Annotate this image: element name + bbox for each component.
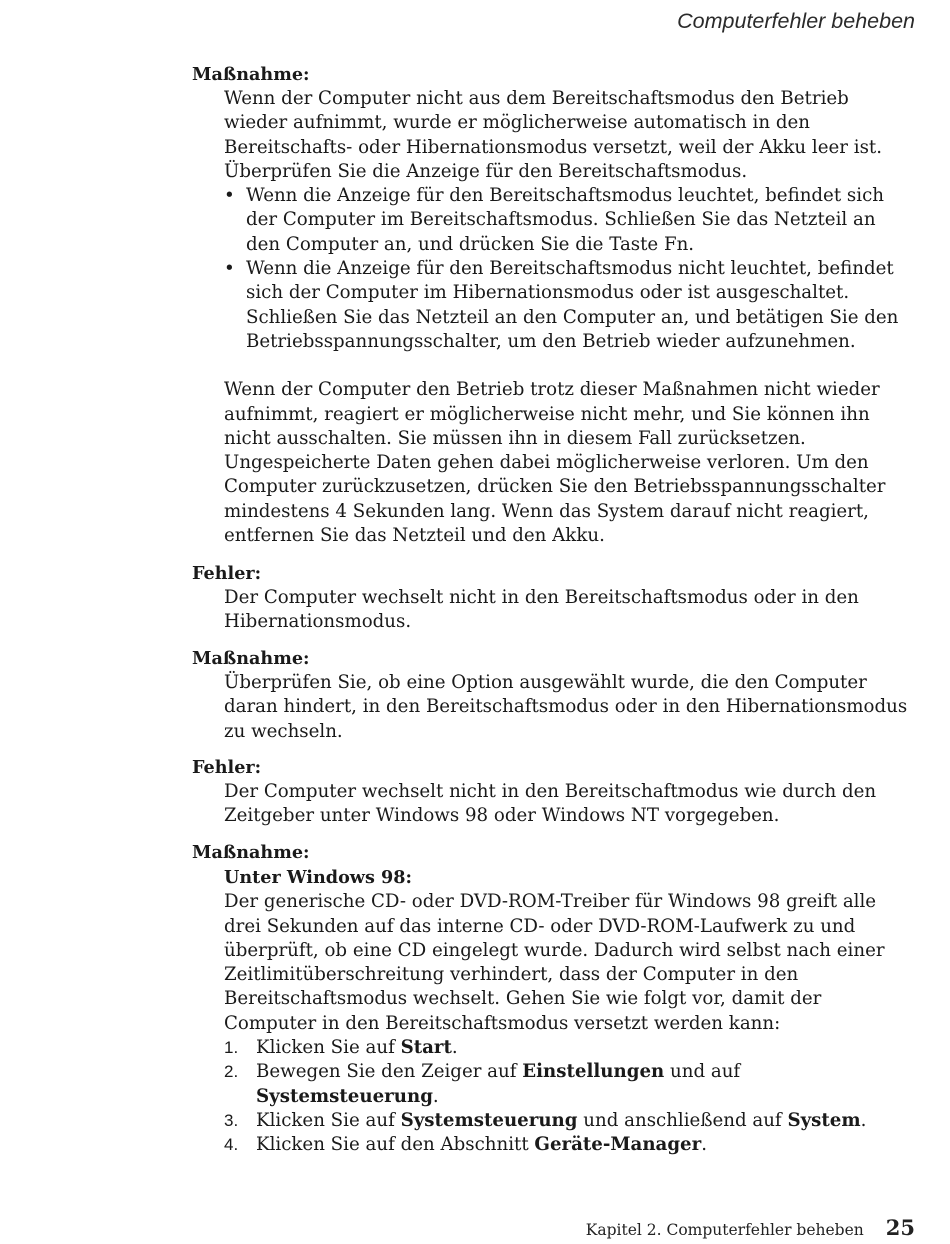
massnahme-label-1: Maßnahme: [192,64,310,85]
step-text: . [701,1134,708,1156]
paragraph: Der generische CD- oder DVD-ROM-Treiber für Windows 98 greift alle drei Sekunden auf das interne CD- oder DVD-ROM-Laufwerk zu und überprüft, ob eine CD eingelegt wurde. Dadurch wird selbst nach einer Zeitlimitüberschreitung verhindert, dass der Computer in den Bereitschaftsmodus wechselt. Gehen Sie wie folgt vor, damit der Computer in den Bereitschaftsmodus versetzt werden kann: [224,891,885,1034]
list-item [224,184,914,257]
step-text: und anschließend auf [577,1109,788,1131]
step-text: Klicken Sie auf [256,1109,401,1131]
list-item [224,1109,914,1133]
footer-text: Kapitel 2. Computerfehler beheben [585,1221,864,1239]
massnahme-block-2 [224,671,914,744]
paragraph: Der Computer wechselt nicht in den Bereitschaftmodus wie durch den Zeitgeber unter Windows 98 oder Windows NT vorgegeben. [224,781,877,827]
step-text: . [860,1109,867,1131]
step-number: 4. [224,1135,239,1155]
step-number: 1. [224,1038,239,1058]
step-bold: System [787,1109,861,1131]
paragraph: Der Computer wechselt nicht in den Bereitschaftsmodus oder in den Hibernationsmodus. [224,587,859,633]
step-bold: Einstellungen [522,1061,665,1083]
running-head: Computerfehler beheben [677,9,915,33]
step-bold: Start [400,1037,452,1059]
massnahme-label-2: Maßnahme: [192,648,310,669]
massnahme-label-3: Maßnahme: [192,842,310,863]
list-item [224,1060,914,1109]
step-text: . [432,1085,439,1107]
fehler-block-1 [224,586,914,635]
paragraph: Überprüfen Sie, ob eine Option ausgewählt wurde, die den Computer daran hindert, in den Bereitschaftsmodus oder in den Hibernationsmodus zu wechseln. [224,672,908,742]
step-bold: Systemsteuerung [400,1109,578,1131]
page-footer [586,1215,915,1240]
step-text: Klicken Sie auf den Abschnitt [256,1134,535,1156]
list-item-text: Wenn die Anzeige für den Bereitschaftsmodus nicht leuchtet, befindet sich der Computer im Hibernationsmodus oder ist ausgeschaltet. Schließen Sie das Netzteil an den Computer an, und betätigen Sie den Betriebsspannungsschalter, um den Betrieb wieder aufzunehmen. [246,258,899,352]
list-item [224,1036,914,1060]
fehler-label-1: Fehler: [192,563,262,584]
step-bold: Geräte-Manager [534,1134,702,1156]
bullet-icon: • [224,258,235,280]
step-number: 2. [224,1062,239,1082]
list-item [224,257,914,354]
massnahme-block-3 [224,866,914,1158]
step-text: Klicken Sie auf [256,1037,401,1059]
step-text: Bewegen Sie den Zeiger auf [256,1061,523,1083]
paragraph: Wenn der Computer nicht aus dem Bereitschaftsmodus den Betrieb wieder aufnimmt, wurde er möglicherweise automatisch in den Bereitschafts- oder Hibernationsmodus versetzt, weil der Akku leer ist. Überprüfen Sie die Anzeige für den Bereitschaftsmodus. [224,88,882,182]
page-number: 25 [885,1215,915,1240]
bullet-icon: • [224,185,235,207]
massnahme-block-1 [224,87,914,548]
fehler-label-2: Fehler: [192,757,262,778]
step-bold: Systemsteuerung [256,1085,433,1107]
list-item-text: Wenn die Anzeige für den Bereitschaftsmodus leuchtet, befindet sich der Computer im Bereitschaftsmodus. Schließen Sie das Netzteil an den Computer an, und drücken Sie die Taste Fn. [246,185,884,255]
list-item [224,1133,914,1157]
paragraph: Wenn der Computer den Betrieb trotz dieser Maßnahmen nicht wieder aufnimmt, reagiert er möglicherweise nicht mehr, und Sie können ihn nicht ausschalten. Sie müssen ihn in diesem Fall zurücksetzen. Ungespeicherte Daten gehen dabei möglicherweise verloren. Um den Computer zurückzusetzen, drücken Sie den Betriebsspannungsschalter mindestens 4 Sekunden lang. Wenn das System darauf nicht reagiert, entfernen Sie das Netzteil und den Akku. [224,379,886,547]
step-text: und auf [664,1061,741,1083]
fehler-block-2 [224,780,914,829]
subheading: Unter Windows 98: [224,867,412,888]
step-number: 3. [224,1110,239,1130]
step-text: . [451,1037,458,1059]
